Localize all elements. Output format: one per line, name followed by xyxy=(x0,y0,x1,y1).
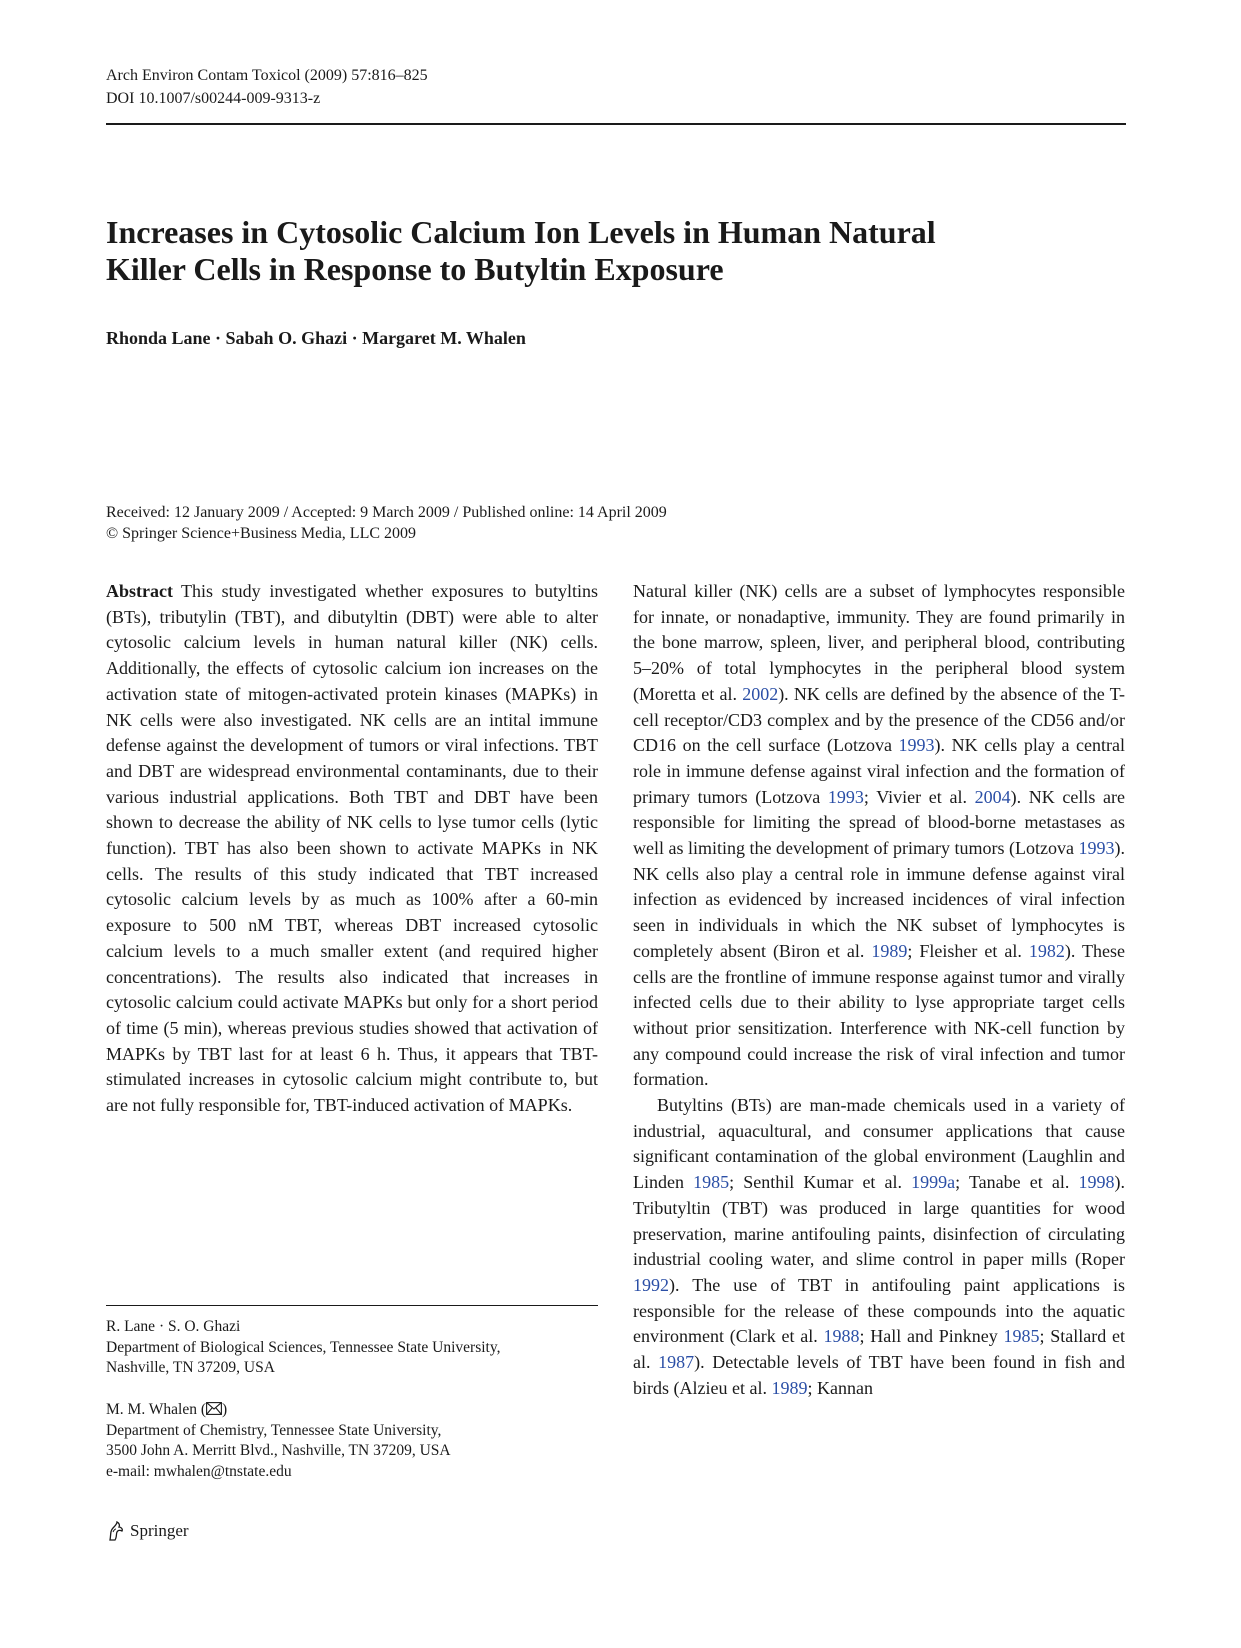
citation-link[interactable]: 1987 xyxy=(658,1352,695,1373)
citation-link[interactable]: 1982 xyxy=(1028,940,1065,961)
affiliation-names-end: ) xyxy=(222,1401,228,1418)
body-text: ). These cells are the frontline of immune response against tumor and virally infected cells due to their ability to lyse appropriate target cells without prior sensitization. Interference with NK-cell function by any compound could increase the risk of viral infection and tumor formation. xyxy=(633,940,1125,1090)
citation-link[interactable]: 1985 xyxy=(1003,1326,1040,1347)
citation-link[interactable]: 1993 xyxy=(898,735,935,756)
header-rule xyxy=(106,123,1126,125)
body-text: ). NK cells also play a central role in immune defense against viral infection as evidenced by increased incidences of viral infection seen in individuals in which the NK subset of lymphocytes is completely absent (Biron et al. xyxy=(633,838,1125,961)
body-text: ; Tanabe et al. xyxy=(955,1172,1079,1193)
affiliation-address: 3500 John A. Merritt Blvd., Nashville, TN 37209, USA xyxy=(106,1442,451,1459)
journal-header xyxy=(106,64,1126,110)
publisher-logo xyxy=(106,1520,189,1542)
body-text: ; Fleisher et al. xyxy=(907,940,1029,961)
body-paragraph-1 xyxy=(633,579,1125,1093)
body-text: ). NK cells are responsible for limiting the spread of blood-borne metastases as well as limiting the development of primary tumors (Lotzova xyxy=(633,786,1126,859)
body-text: ). NK cells are defined by the absence of the T-cell receptor/CD3 complex and by the presence of the CD56 and/or CD16 on the cell surface (Lotzova xyxy=(633,683,1125,756)
affiliation-department: Department of Chemistry, Tennessee State University, xyxy=(106,1421,442,1439)
author-list: Rhonda Lane · Sabah O. Ghazi · Margaret M. Whalen xyxy=(106,328,526,348)
article-title: Increases in Cytosolic Calcium Ion Levels in Human Natural Killer Cells in Response to Butyltin Exposure xyxy=(106,214,936,287)
publisher-name: Springer xyxy=(130,1521,189,1540)
citation-link[interactable]: 1992 xyxy=(633,1274,669,1295)
abstract-text: This study investigated whether exposures to butyltins (BTs), tributylin (TBT), and dibutyltin (DBT) were able to alter cytosolic calcium levels in human natural killer (NK) cells. Additionally, the effects of cytosolic calcium ion increases on the activation state of mitogen-activated protein kinases (MAPKs) in NK cells were also investigated. NK cells are an intital immune defense against the development of tumors or viral infections. TBT and DBT are widespread environmental contaminants, due to their various industrial applications. Both TBT and DBT have been shown to decrease the ability of NK cells to lyse tumor cells (lytic function). TBT has also been shown to activate MAPKs in NK cells. The results of this study indicated that TBT increased cytosolic calcium levels by as much as 100% after a 60-min exposure to 500 nM TBT, whereas DBT increased cytosolic calcium levels to a much smaller extent (and required higher concentrations). The results also indicated that increases in cytosolic calcium could activate MAPKs but only for a short period of time (5 min), whereas previous studies showed that activation of MAPKs by TBT last for at least 6 h. Thus, it appears that TBT-stimulated increases in cytosolic calcium might contribute to, but are not fully responsible for, TBT-induced activation of MAPKs. xyxy=(106,581,598,1116)
citation-link[interactable]: 1999a xyxy=(911,1172,956,1193)
right-column xyxy=(633,579,1125,1402)
citation-link[interactable]: 1993 xyxy=(827,786,864,807)
body-text: ). NK cells play a central role in immune defense against viral infection and the formation of primary tumors (Lotzova xyxy=(633,735,1126,807)
body-text: Butyltins (BTs) are man-made chemicals used in a variety of industrial, aquacultural, and consumer applications that cause significant contamination of the global environment (Laughlin and Linden xyxy=(633,1095,1125,1193)
affiliation-names: R. Lane · S. O. Ghazi xyxy=(106,1318,241,1335)
doi: DOI 10.1007/s00244-009-9313-z xyxy=(106,90,321,107)
affiliation-department: Department of Biological Sciences, Tennessee State University, xyxy=(106,1338,501,1356)
citation-link[interactable]: 1988 xyxy=(823,1326,860,1347)
body-text: ; Senthil Kumar et al. xyxy=(729,1172,912,1193)
body-text: ). Detectable levels of TBT have been found in fish and birds (Alzieu et al. xyxy=(633,1352,1125,1398)
envelope-icon xyxy=(206,1402,222,1415)
citation-link[interactable]: 1993 xyxy=(1078,838,1115,859)
abstract xyxy=(106,579,598,1119)
journal-citation: Arch Environ Contam Toxicol (2009) 57:816–825 xyxy=(106,67,428,84)
body-text: ). The use of TBT in antifouling paint applications is responsible for the release of these compounds into the aquatic environment (Clark et al. xyxy=(633,1274,1125,1347)
body-text: ; Stallard et al. xyxy=(633,1326,1125,1373)
footnote-rule xyxy=(106,1305,598,1306)
springer-horse-icon xyxy=(106,1520,126,1542)
citation-link[interactable]: 2004 xyxy=(974,786,1011,807)
citation-link[interactable]: 2002 xyxy=(742,683,779,704)
affiliation-city: Nashville, TN 37209, USA xyxy=(106,1359,275,1376)
corresponding-author xyxy=(106,1400,606,1421)
body-text: ; Vivier et al. xyxy=(863,786,975,807)
body-paragraph-2 xyxy=(633,1093,1125,1401)
affiliation-email[interactable]: e-mail: mwhalen@tnstate.edu xyxy=(106,1462,292,1480)
abstract-heading: Abstract xyxy=(106,581,173,601)
affiliation-names: M. M. Whalen ( xyxy=(106,1401,207,1418)
citation-link[interactable]: 1989 xyxy=(871,940,908,961)
body-text: ; Hall and Pinkney xyxy=(859,1326,1004,1347)
citation-link[interactable]: 1989 xyxy=(771,1377,808,1398)
copyright: © Springer Science+Business Media, LLC 2009 xyxy=(106,525,417,542)
date-history: Received: 12 January 2009 / Accepted: 9 March 2009 / Published online: 14 April 2009 xyxy=(106,504,667,521)
publication-dates xyxy=(106,502,1106,544)
left-column xyxy=(106,579,598,1119)
body-text: Natural killer (NK) cells are a subset of lymphocytes responsible for innate, or nonadaptive, immunity. They are found primarily in the bone marrow, spleen, liver, and peripheral blood, contributing 5–20% of total lymphocytes in the peripheral blood system (Moretta et al. xyxy=(633,581,1125,704)
body-text: ). Tributyltin (TBT) was produced in large quantities for wood preservation, marine antifouling paints, disinfection of circulating industrial cooling water, and slime control in paper mills (Roper xyxy=(633,1172,1125,1270)
affiliation-whalen xyxy=(106,1400,606,1482)
citation-link[interactable]: 1985 xyxy=(693,1172,730,1193)
body-text: ; Kannan xyxy=(807,1377,873,1398)
citation-link[interactable]: 1998 xyxy=(1078,1172,1115,1193)
affiliation-lane-ghazi xyxy=(106,1317,606,1379)
